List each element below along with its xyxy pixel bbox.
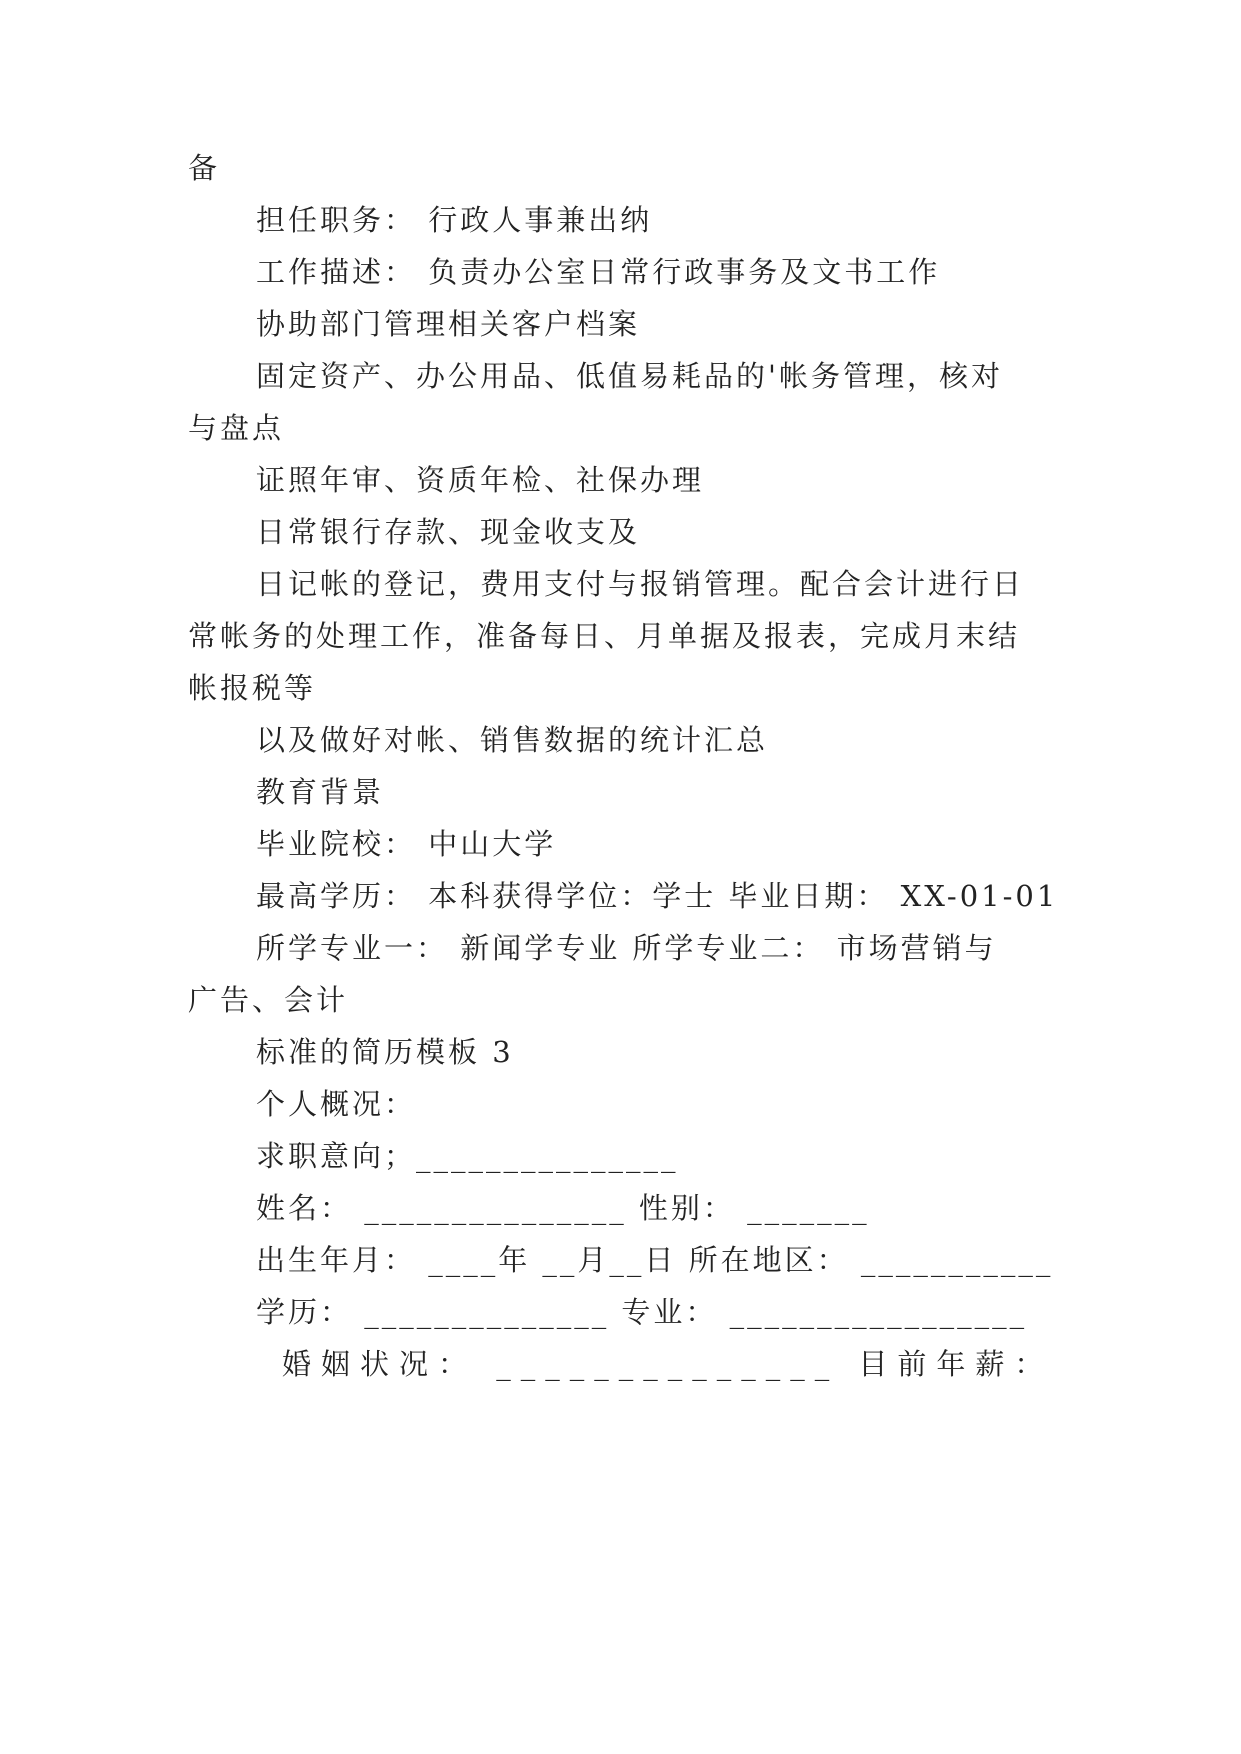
section-heading: 教育背景 (256, 775, 385, 809)
form-line: 求职意向；_______________ (256, 1139, 679, 1173)
text-line: 日常银行存款、现金收支及 (256, 515, 641, 549)
text-line: 协助部门管理相关客户档案 (256, 307, 641, 341)
text-line: 与盘点 (188, 411, 285, 445)
form-line: 姓名： _______________ 性别： _______ (256, 1191, 870, 1225)
text-line: 广告、会计 (188, 983, 349, 1017)
form-line: 出生年月： ____年 __月__日 所在地区： ___________ (256, 1243, 1054, 1277)
text-line: 以及做好对帐、销售数据的统计汇总 (256, 723, 769, 757)
text-line: 个人概况： (256, 1087, 417, 1121)
text-line: 帐报税等 (188, 671, 317, 705)
text-line: 担任职务： 行政人事兼出纳 (256, 203, 653, 237)
section-heading: 标准的简历模板 3 (256, 1035, 514, 1069)
text-line: 最高学历： 本科获得学位：学士 毕业日期： XX-01-01 (256, 879, 1059, 913)
form-line: 婚姻状况： ______________ 目前年薪： (282, 1347, 1054, 1381)
text-line: 日记帐的登记，费用支付与报销管理。配合会计进行日 (256, 567, 1025, 601)
text-line: 毕业院校： 中山大学 (256, 827, 557, 861)
text-line: 工作描述： 负责办公室日常行政事务及文书工作 (256, 255, 941, 289)
text-line: 所学专业一： 新闻学专业 所学专业二： 市场营销与 (256, 931, 997, 965)
form-line: 学历： ______________ 专业： _________________ (256, 1295, 1028, 1329)
text-line: 常帐务的处理工作，准备每日、月单据及报表，完成月末结 (188, 619, 1021, 653)
text-line: 固定资产、办公用品、低值易耗品的'帐务管理，核对 (256, 359, 1003, 393)
text-line: 证照年审、资质年检、社保办理 (256, 463, 705, 497)
text-line: 备 (188, 151, 221, 185)
